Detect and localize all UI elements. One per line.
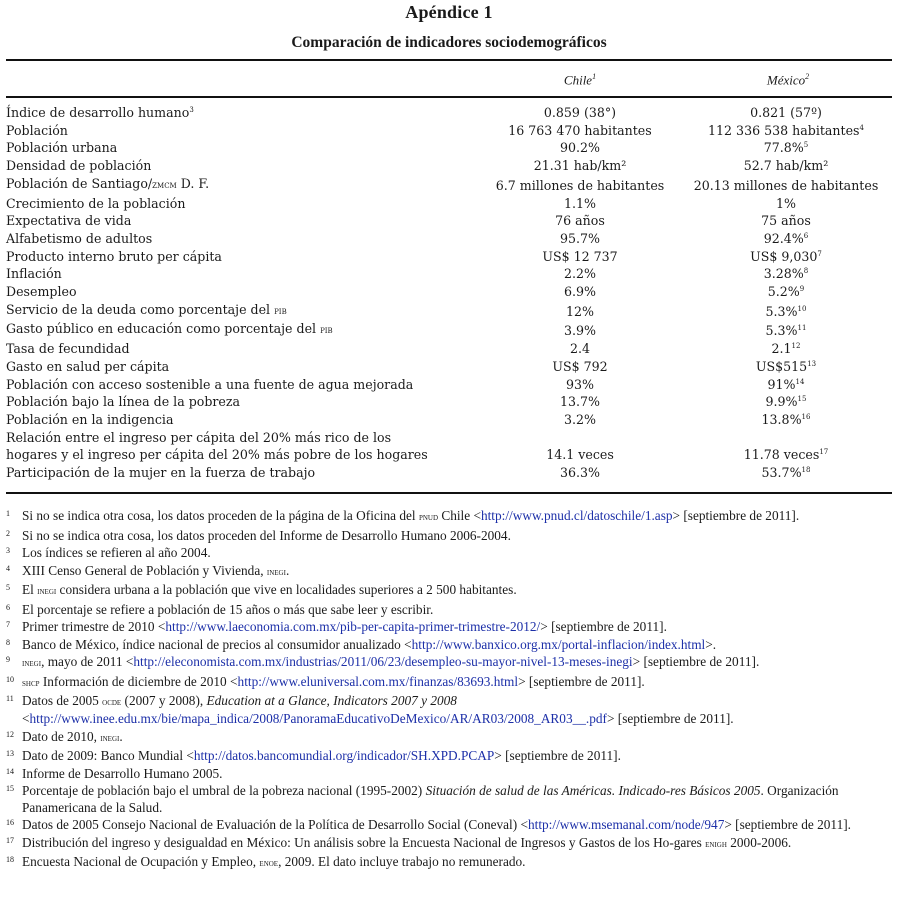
- footnote-title: Education at a Glance, Indicators 2007 y 2008: [206, 693, 457, 708]
- footnote-number: 13: [6, 749, 14, 759]
- chile-value-text: 36.3%: [559, 465, 600, 481]
- table-row: [6, 212, 892, 230]
- footnote-text: XIII Censo General de Población y Vivienda,: [22, 562, 267, 578]
- chile-value: [480, 340, 680, 358]
- footnote: [6, 766, 896, 782]
- footnote-text: > [septiembre de 2011].: [518, 673, 645, 689]
- footnote-number: 9: [6, 655, 10, 664]
- chile-value: [480, 104, 680, 122]
- indicator-label: [6, 157, 480, 175]
- footnote-text: Información de diciembre de 2010 <: [39, 673, 238, 689]
- table-row: [6, 429, 892, 464]
- footnote-number: 2: [6, 528, 10, 538]
- footnote: [6, 563, 896, 581]
- footnotes: [6, 508, 896, 874]
- footnote-text: Dato de 2010,: [22, 728, 101, 744]
- footnote-ref: 4: [859, 123, 864, 132]
- table-row: [6, 283, 892, 301]
- chile-value-text: 14.1 veces: [546, 447, 614, 463]
- indicator-label: [6, 212, 480, 230]
- mexico-value-text: 3.28%: [763, 266, 804, 282]
- footnote-acronym: inegi: [266, 566, 286, 578]
- chile-value-text: 2.2%: [564, 266, 596, 282]
- table-row: [6, 248, 892, 266]
- footnote-text: >.: [705, 636, 717, 652]
- mexico-value-text: US$ 9,030: [750, 248, 818, 264]
- chile-value-text: 16 763 470 habitantes: [508, 122, 652, 138]
- chile-value-text: 90.2%: [559, 140, 600, 156]
- chile-value-text: 6.7 millones de habitantes: [495, 177, 665, 193]
- indicator-label-line: hogares y el ingreso per cápita del 20% más pobre de los hogares: [6, 447, 428, 463]
- indicator-label-text: Gasto en salud per cápita: [6, 358, 170, 374]
- mexico-value-text: 92.4%: [763, 230, 804, 246]
- mexico-value-text: 91%: [767, 376, 796, 392]
- footnote-ref: 15: [797, 395, 807, 404]
- mexico-value: [680, 340, 892, 358]
- indicator-label-text: Población en la indigencia: [6, 411, 174, 427]
- footnote-number: 10: [6, 674, 14, 684]
- indicator-label-text: Desempleo: [6, 284, 77, 300]
- footnote-ref: 7: [817, 249, 822, 258]
- mexico-value: [680, 320, 892, 340]
- column-header-mexico-note: 2: [805, 72, 810, 81]
- mexico-value-text: 112 336 538 habitantes: [708, 122, 860, 138]
- footnote-text: > [septiembre de 2011].: [672, 508, 800, 523]
- footnote-text: Dato de 2009: Banco Mundial <: [22, 748, 194, 764]
- footnote: [6, 729, 896, 747]
- mexico-value: [680, 411, 892, 429]
- table-row: [6, 139, 892, 157]
- mexico-value-text: 52.7 hab/km²: [743, 158, 829, 174]
- footnote: [6, 817, 896, 833]
- mexico-value: [680, 212, 892, 230]
- indicator-label-acronym: pib: [320, 325, 333, 337]
- footnote-number: 16: [6, 818, 14, 828]
- mexico-value-text: 13.8%: [761, 411, 802, 427]
- footnote-number: 7: [6, 620, 10, 629]
- chile-value: [480, 265, 680, 283]
- footnote-number: 6: [6, 602, 10, 612]
- table-row: [6, 122, 892, 140]
- footnote: [6, 582, 896, 600]
- mexico-value: [680, 358, 892, 376]
- footnote-number: 1: [6, 509, 10, 518]
- chile-value: [480, 212, 680, 230]
- footnote-acronym: ocde: [102, 697, 122, 708]
- chile-value: [480, 139, 680, 157]
- footnote-text: > [septiembre de 2011].: [606, 711, 734, 727]
- chile-value: [480, 157, 680, 175]
- chile-value-text: 3.9%: [564, 323, 596, 339]
- footnote-text: Si no se indica otra cosa, los datos proceden de la página de la Oficina del: [22, 508, 419, 523]
- indicator-label: [6, 139, 480, 157]
- footnote: [6, 637, 896, 653]
- indicator-label-line: Relación entre el ingreso per cápita del 20% más rico de los: [6, 429, 392, 445]
- table-row: [6, 157, 892, 175]
- indicator-label: [6, 301, 480, 321]
- chile-value: [480, 320, 680, 340]
- mexico-value-text: US$515: [755, 358, 808, 374]
- footnote-ref: 18: [801, 466, 811, 475]
- table-row: [6, 301, 892, 321]
- chile-value: [480, 230, 680, 248]
- chile-value: [480, 464, 680, 482]
- indicator-label: [6, 265, 480, 283]
- mexico-value-text: 0.821 (57º): [750, 105, 822, 120]
- chile-value: [480, 283, 680, 301]
- footnote-text: Datos de 2005 Consejo Nacional de Evaluación de la Política de Desarrollo Social (Coneval) <: [22, 817, 528, 833]
- indicator-label-text: Inflación: [6, 266, 62, 282]
- footnote: [6, 835, 896, 853]
- header-rule: [6, 96, 892, 98]
- indicator-label: [6, 376, 480, 394]
- footnote-text: (2007 y 2008),: [121, 693, 207, 708]
- footnote-text: Distribución del ingreso y desigualdad en México: Un análisis sobre la Encuesta Nacional de Ingresos y Gastos de los Ho-gares: [22, 834, 706, 850]
- footnote: [6, 654, 896, 672]
- table-subtitle: Comparación de indicadores sociodemográficos: [291, 34, 607, 51]
- mexico-value: [680, 230, 892, 248]
- footnote-text: 2000-2006.: [726, 834, 792, 850]
- footnote-number: 15: [6, 784, 14, 794]
- table-row: [6, 411, 892, 429]
- table-row: [6, 265, 892, 283]
- footnote-ref: 12: [791, 342, 801, 351]
- footnote-acronym: enoe: [259, 858, 279, 870]
- mexico-value: [680, 464, 892, 482]
- footnote: [6, 748, 896, 764]
- chile-value-text: 95.7%: [559, 230, 600, 246]
- column-header-chile-label: Chile: [563, 72, 593, 88]
- footnote: [6, 545, 896, 561]
- footnote-text: El: [22, 582, 38, 597]
- chile-value-text: US$ 792: [552, 358, 608, 374]
- indicator-label-text: Población de Santiago/: [6, 175, 153, 191]
- chile-value: [480, 301, 680, 321]
- footnote: [6, 602, 896, 618]
- footnote-link[interactable]: http://www.inee.edu.mx/bie/mapa_indica/2008/PanoramaEducativoDeMexico/AR/AR03/2008_AR03__.pdf: [29, 711, 607, 727]
- footnote-text: .: [285, 562, 290, 578]
- footnote: [6, 508, 896, 526]
- chile-value-text: 2.4: [569, 341, 591, 357]
- chile-value-text: 0.859 (38°): [543, 105, 617, 120]
- footnote-acronym: inegi: [22, 658, 42, 669]
- mexico-value: [680, 376, 892, 394]
- indicator-label: [6, 104, 480, 122]
- indicator-label-text: Población bajo la línea de la pobreza: [6, 394, 241, 410]
- footnote-link[interactable]: http://www.msemanal.com/node/947: [528, 817, 725, 833]
- footnote-acronym: shcp: [22, 677, 40, 689]
- mexico-value-text: 2.1: [771, 341, 792, 357]
- footnote-text: Encuesta Nacional de Ocupación y Empleo,: [22, 854, 260, 870]
- chile-value-text: US$ 12 737: [542, 248, 618, 264]
- table-row: [6, 104, 892, 122]
- table-row: [6, 195, 892, 213]
- footnote-text: > [septiembre de 2011].: [724, 817, 851, 833]
- indicator-label-text: Gasto público en educación como porcentaje del: [6, 321, 321, 337]
- footnote-text: , mayo de 2011 <: [41, 654, 134, 669]
- column-header-mexico: [684, 72, 892, 88]
- footnote-number: 11: [6, 694, 14, 703]
- footnote-number: 4: [6, 563, 10, 573]
- footnote-link[interactable]: http://www.eluniversal.com.mx/finanzas/83693.html: [237, 673, 519, 689]
- footnote-text: Informe de Desarrollo Humano 2005.: [22, 765, 223, 781]
- footnote: [6, 619, 896, 635]
- footnote: [6, 674, 896, 692]
- indicator-label: [6, 175, 480, 195]
- indicator-label-text: Servicio de la deuda como porcentaje del: [6, 301, 275, 317]
- footnote-acronym: pnud: [418, 512, 438, 523]
- table-row: [6, 393, 892, 411]
- indicator-label: [6, 195, 480, 213]
- footnote-acronym: inegi: [100, 732, 120, 744]
- footnote-link[interactable]: http://eleconomista.com.mx/industrias/2011/06/23/desempleo-su-mayor-nivel-13-meses-inegi: [133, 654, 633, 669]
- chile-value: [480, 175, 680, 195]
- footnote-text: Datos de 2005: [22, 693, 103, 708]
- mexico-value-text: 5.3%: [765, 323, 798, 339]
- footnote-text: .: [119, 728, 123, 744]
- table-row: [6, 230, 892, 248]
- indicators-table-body: [6, 104, 892, 482]
- chile-value: [480, 411, 680, 429]
- table-row: [6, 358, 892, 376]
- indicator-label: [6, 283, 480, 301]
- footnote-text: considera urbana a la población que vive en localidades superiores a 2 500 habitantes.: [56, 582, 517, 597]
- mexico-value: [680, 122, 892, 140]
- footnote-ref: 10: [797, 304, 807, 313]
- indicator-label-text: Producto interno bruto per cápita: [6, 248, 222, 264]
- footnote-text: El porcentaje se refiere a población de 15 años o más que sabe leer y escribir.: [22, 601, 434, 617]
- indicators-table: [6, 104, 892, 482]
- mexico-value: [680, 104, 892, 122]
- mexico-value-text: 75 años: [761, 213, 811, 229]
- mexico-value: [680, 429, 892, 464]
- footnote-text: > [septiembre de 2011].: [494, 748, 621, 764]
- footnote-ref: 8: [803, 267, 809, 276]
- table-row: [6, 464, 892, 482]
- footnote: [6, 854, 896, 872]
- mexico-value: [680, 393, 892, 411]
- mexico-value-text: 5.3%: [765, 303, 798, 319]
- indicator-label-text: Participación de la mujer en la fuerza de trabajo: [6, 465, 316, 481]
- mexico-value-text: 20.13 millones de habitantes: [693, 177, 879, 193]
- footnote-text: Banco de México, índice nacional de precios al consumidor anualizado <: [22, 636, 412, 652]
- indicator-label-text: Población: [6, 122, 68, 138]
- top-rule: [6, 59, 892, 61]
- indicator-label: [6, 248, 480, 266]
- footnote-number: 12: [6, 729, 14, 739]
- mexico-value: [680, 248, 892, 266]
- footnote-link[interactable]: http://www.pnud.cl/datoschile/1.asp: [480, 508, 673, 523]
- indicator-label: [6, 429, 480, 464]
- indicator-label: [6, 358, 480, 376]
- footnote: [6, 783, 896, 816]
- mexico-value-text: 53.7%: [761, 465, 802, 481]
- table-row: [6, 175, 892, 195]
- indicator-label-text: Crecimiento de la población: [6, 195, 186, 211]
- footnote-text: Los índices se refieren al año 2004.: [22, 545, 211, 560]
- mexico-value-text: 9.9%: [765, 394, 798, 410]
- indicator-label: [6, 393, 480, 411]
- column-header-mexico-label: México: [766, 72, 806, 88]
- footnote-text: Porcentaje de población bajo el umbral de la pobreza nacional (1995-2002): [22, 783, 426, 799]
- indicator-label-text: Expectativa de vida: [6, 213, 132, 229]
- indicator-label-text: Tasa de fecundidad: [6, 341, 130, 357]
- footnote-ref: 11: [797, 324, 807, 333]
- footnote-link[interactable]: http://www.laeconomia.com.mx/pib-per-capita-primer-trimestre-2012/: [165, 619, 541, 634]
- chile-value: [480, 429, 680, 464]
- mexico-value: [680, 283, 892, 301]
- indicator-label-acronym: zmcm: [152, 179, 177, 191]
- footnote-acronym: inegi: [37, 586, 57, 597]
- chile-value-text: 21.31 hab/km²: [533, 158, 627, 174]
- chile-value-text: 12%: [566, 303, 594, 319]
- chile-value: [480, 195, 680, 213]
- indicator-label: [6, 122, 480, 140]
- mexico-value-text: 11.78 veces: [743, 447, 820, 463]
- chile-value-text: 76 años: [555, 213, 605, 229]
- indicator-label: [6, 411, 480, 429]
- mexico-value: [680, 195, 892, 213]
- appendix-title: Apéndice 1: [405, 2, 493, 22]
- mexico-value: [680, 157, 892, 175]
- indicator-label-text: Densidad de población: [6, 158, 152, 174]
- footnote: [6, 693, 896, 728]
- footnote-text: > [septiembre de 2011].: [632, 654, 760, 669]
- mexico-value-text: 1%: [776, 195, 796, 211]
- indicator-label-tail: D. F.: [176, 175, 210, 191]
- mexico-value: [680, 175, 892, 195]
- footnote-text: <: [22, 711, 30, 727]
- footnote-text: Si no se indica otra cosa, los datos proceden del Informe de Desarrollo Humano 2006-2004.: [22, 527, 511, 543]
- indicator-label-acronym: pib: [274, 305, 287, 317]
- mexico-value: [680, 265, 892, 283]
- mexico-value-text: 77.8%: [763, 140, 804, 156]
- mexico-value: [680, 301, 892, 321]
- footnote-ref: 5: [803, 141, 809, 150]
- mexico-value: [680, 139, 892, 157]
- bottom-rule: [6, 492, 892, 494]
- table-row: [6, 320, 892, 340]
- table-row: [6, 376, 892, 394]
- footnote-text: . Organización Panamericana de la Salud.: [22, 783, 839, 815]
- footnote-number: 18: [6, 855, 14, 865]
- footnote-link[interactable]: http://datos.bancomundial.org/indicador/SH.XPD.PCAP: [193, 748, 495, 764]
- footnote-ref: 16: [801, 412, 811, 421]
- column-header-chile: [480, 72, 680, 88]
- footnote-title: Situación de salud de las Américas. Indicado-res Básicos 2005: [425, 783, 761, 799]
- chile-value: [480, 376, 680, 394]
- chile-value: [480, 358, 680, 376]
- chile-value: [480, 122, 680, 140]
- footnote-number: 14: [6, 766, 14, 776]
- indicator-label: [6, 320, 480, 340]
- footnote-ref: 9: [799, 285, 805, 294]
- column-header-chile-note: 1: [592, 72, 597, 81]
- footnote-ref: 3: [189, 106, 194, 114]
- indicator-label-text: Población urbana: [6, 140, 118, 156]
- indicator-label: [6, 340, 480, 358]
- footnote-number: 5: [6, 583, 10, 592]
- footnote-text: , 2009. El dato incluye trabajo no remunerado.: [278, 854, 526, 870]
- chile-value-text: 3.2%: [564, 411, 596, 427]
- footnote-number: 3: [6, 546, 10, 555]
- footnote-text: Chile <: [438, 508, 481, 523]
- indicator-label-text: Alfabetismo de adultos: [6, 230, 153, 246]
- chile-value: [480, 393, 680, 411]
- indicator-label: [6, 464, 480, 482]
- chile-value-text: 13.7%: [559, 394, 600, 410]
- footnote-number: 8: [6, 637, 10, 647]
- chile-value: [480, 248, 680, 266]
- table-row: [6, 340, 892, 358]
- footnote: [6, 528, 896, 544]
- footnote-acronym: enigh: [705, 838, 727, 850]
- footnote-ref: 13: [807, 359, 817, 368]
- chile-value-text: 6.9%: [564, 284, 596, 300]
- indicator-label-text: Índice de desarrollo humano: [6, 105, 190, 120]
- mexico-value-text: 5.2%: [767, 284, 800, 300]
- footnote-link[interactable]: http://www.banxico.org.mx/portal-inflacion/index.html: [411, 636, 706, 652]
- footnote-text: Primer trimestre de 2010 <: [22, 619, 166, 634]
- indicator-label: [6, 230, 480, 248]
- footnote-text: > [septiembre de 2011].: [540, 619, 667, 634]
- footnote-ref: 14: [795, 377, 805, 386]
- chile-value-text: 1.1%: [564, 195, 596, 211]
- chile-value-text: 93%: [566, 376, 594, 392]
- footnote-number: 17: [6, 835, 14, 845]
- footnote-ref: 17: [819, 448, 829, 457]
- footnote-ref: 6: [803, 231, 809, 240]
- indicator-label-text: Población con acceso sostenible a una fuente de agua mejorada: [6, 376, 414, 392]
